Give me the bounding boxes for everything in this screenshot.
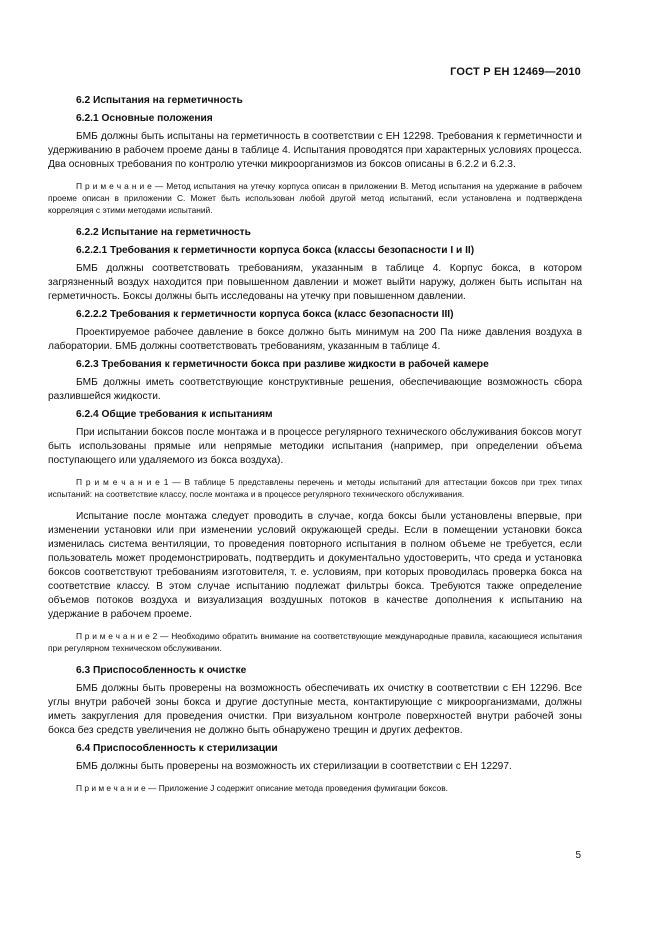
note-text: — В таблице 5 представлены перечень и методы испытаний для аттестации боксов при трех типах испытаний: на соответствие классу, после монтажа и в процессе регулярного технического обслуживания. [48,477,583,499]
section-heading-6-2-4: 6.2.4 Общие требования к испытаниям [76,409,273,420]
note-text: — Необходимо обратить внимание на соответствующие международные правила, касающиеся испытания при регулярном техническом обслуживании. [48,631,582,653]
document-body [48,94,582,804]
note-label: П р и м е ч а н и е 2 [76,631,158,641]
note-text: — Метод испытания на утечку корпуса описан в приложении В. Метод испытания на удержание в рабочем проеме описан в приложении С. Может быть использован любой другой метод испытаний, если установлена и подтверждена корреляция с этими методами испытаний. [48,181,582,215]
section-heading-6-2-2: 6.2.2 Испытание на герметичность [76,227,251,238]
note-6-2-1 [48,180,582,216]
paragraph-6-2-4-second: Испытание после монтажа следует проводить в случае, когда боксы были установлены впервые, при изменении установки или при изменении условий окружающей среды. Если в помещении установки бокса изменилась система вентиляции, то проведения повторного испытания в полном объеме не требуется, если пользователь может продемонстрировать, подтвердить и документально удостоверить, что среда и установка боксов соответствуют требованиям изготовителя, т. е. условиям, при которых проводилась проверка бокса на соответствие классу. В этом случае испытанию подлежат фильтры бокса. Требуются также определение объемов потоков воздуха и визуализация воздушных потоков в качестве дополнения к испытанию на удержание в рабочем проеме. [48,511,582,620]
section-heading-6-2-2-1: 6.2.2.1 Требования к герметичности корпуса бокса (классы безопасности I и II) [76,245,475,256]
section-heading-6-2-2-2: 6.2.2.2 Требования к герметичности корпуса бокса (класс безопасности III) [76,309,454,320]
note-1-6-2-4 [48,476,582,500]
paragraph-6-2-2-1: БМБ должны соответствовать требованиям, указанным в таблице 4. Корпус бокса, в котором загрязненный воздух находится при повышенном давлении и может выйти наружу, должен быть испытан на герметичность. Боксы должны быть исследованы на утечку при повышенном давлении. [48,263,582,302]
section-heading-6-2-3: 6.2.3 Требования к герметичности бокса при разливе жидкости в рабочей камере [76,359,489,370]
note-label: П р и м е ч а н и е [76,783,146,793]
paragraph-6-3: БМБ должны быть проверены на возможность обеспечивать их очистку в соответствии с ЕН 12296. Все углы внутри рабочей зоны бокса и другие доступные места, контактирующие с микроорганизмами, должны иметь закругления для проведения очистки. При визуальном контроле поверхностей внутри рабочей зоны бокса без средств увеличения не должно быть обнаружено трещин и других дефектов. [48,683,582,736]
section-heading-6-2: 6.2 Испытания на герметичность [76,95,243,106]
section-heading-6-2-1: 6.2.1 Основные положения [76,113,213,124]
paragraph-6-4: БМБ должны быть проверены на возможность их стерилизации в соответствии с ЕН 12297. [76,761,512,772]
note-text: — Приложение J содержит описание метода проведения фумигации боксов. [145,783,448,793]
section-heading-6-3: 6.3 Приспособленность к очистке [76,665,247,676]
paragraph-6-2-1: БМБ должны быть испытаны на герметичность в соответствии с ЕН 12298. Требования к герметичности и удерживанию в рабочем проеме даны в таблице 4. Испытания проводятся при характерных условиях процесса. Два основных требования по контролю утечки микроорганизмов из боксов описаны в 6.2.2 и 6.2.3. [48,131,582,170]
page-number: 5 [575,850,581,861]
note-6-4 [48,782,582,794]
paragraph-6-2-4: При испытании боксов после монтажа и в процессе регулярного технического обслуживания боксов могут быть использованы прямые или непрямые методики испытания (например, при определении объема поступающего или удаляемого из бокса воздуха). [48,427,582,466]
note-label: П р и м е ч а н и е [76,181,152,191]
note-2-6-2-4 [48,630,582,654]
note-label: П р и м е ч а н и е 1 [76,477,169,487]
section-heading-6-4: 6.4 Приспособленность к стерилизации [76,743,278,754]
paragraph-6-2-2-2: Проектируемое рабочее давление в боксе должно быть минимум на 200 Па ниже давления воздуха в лаборатории. БМБ должны соответствовать требованиям, указанным в таблице 4. [48,327,582,352]
document-header: ГОСТ Р ЕН 12469—2010 [450,66,581,78]
paragraph-6-2-3: БМБ должны иметь соответствующие конструктивные решения, обеспечивающие возможность сбора разлившейся жидкости. [48,377,582,402]
